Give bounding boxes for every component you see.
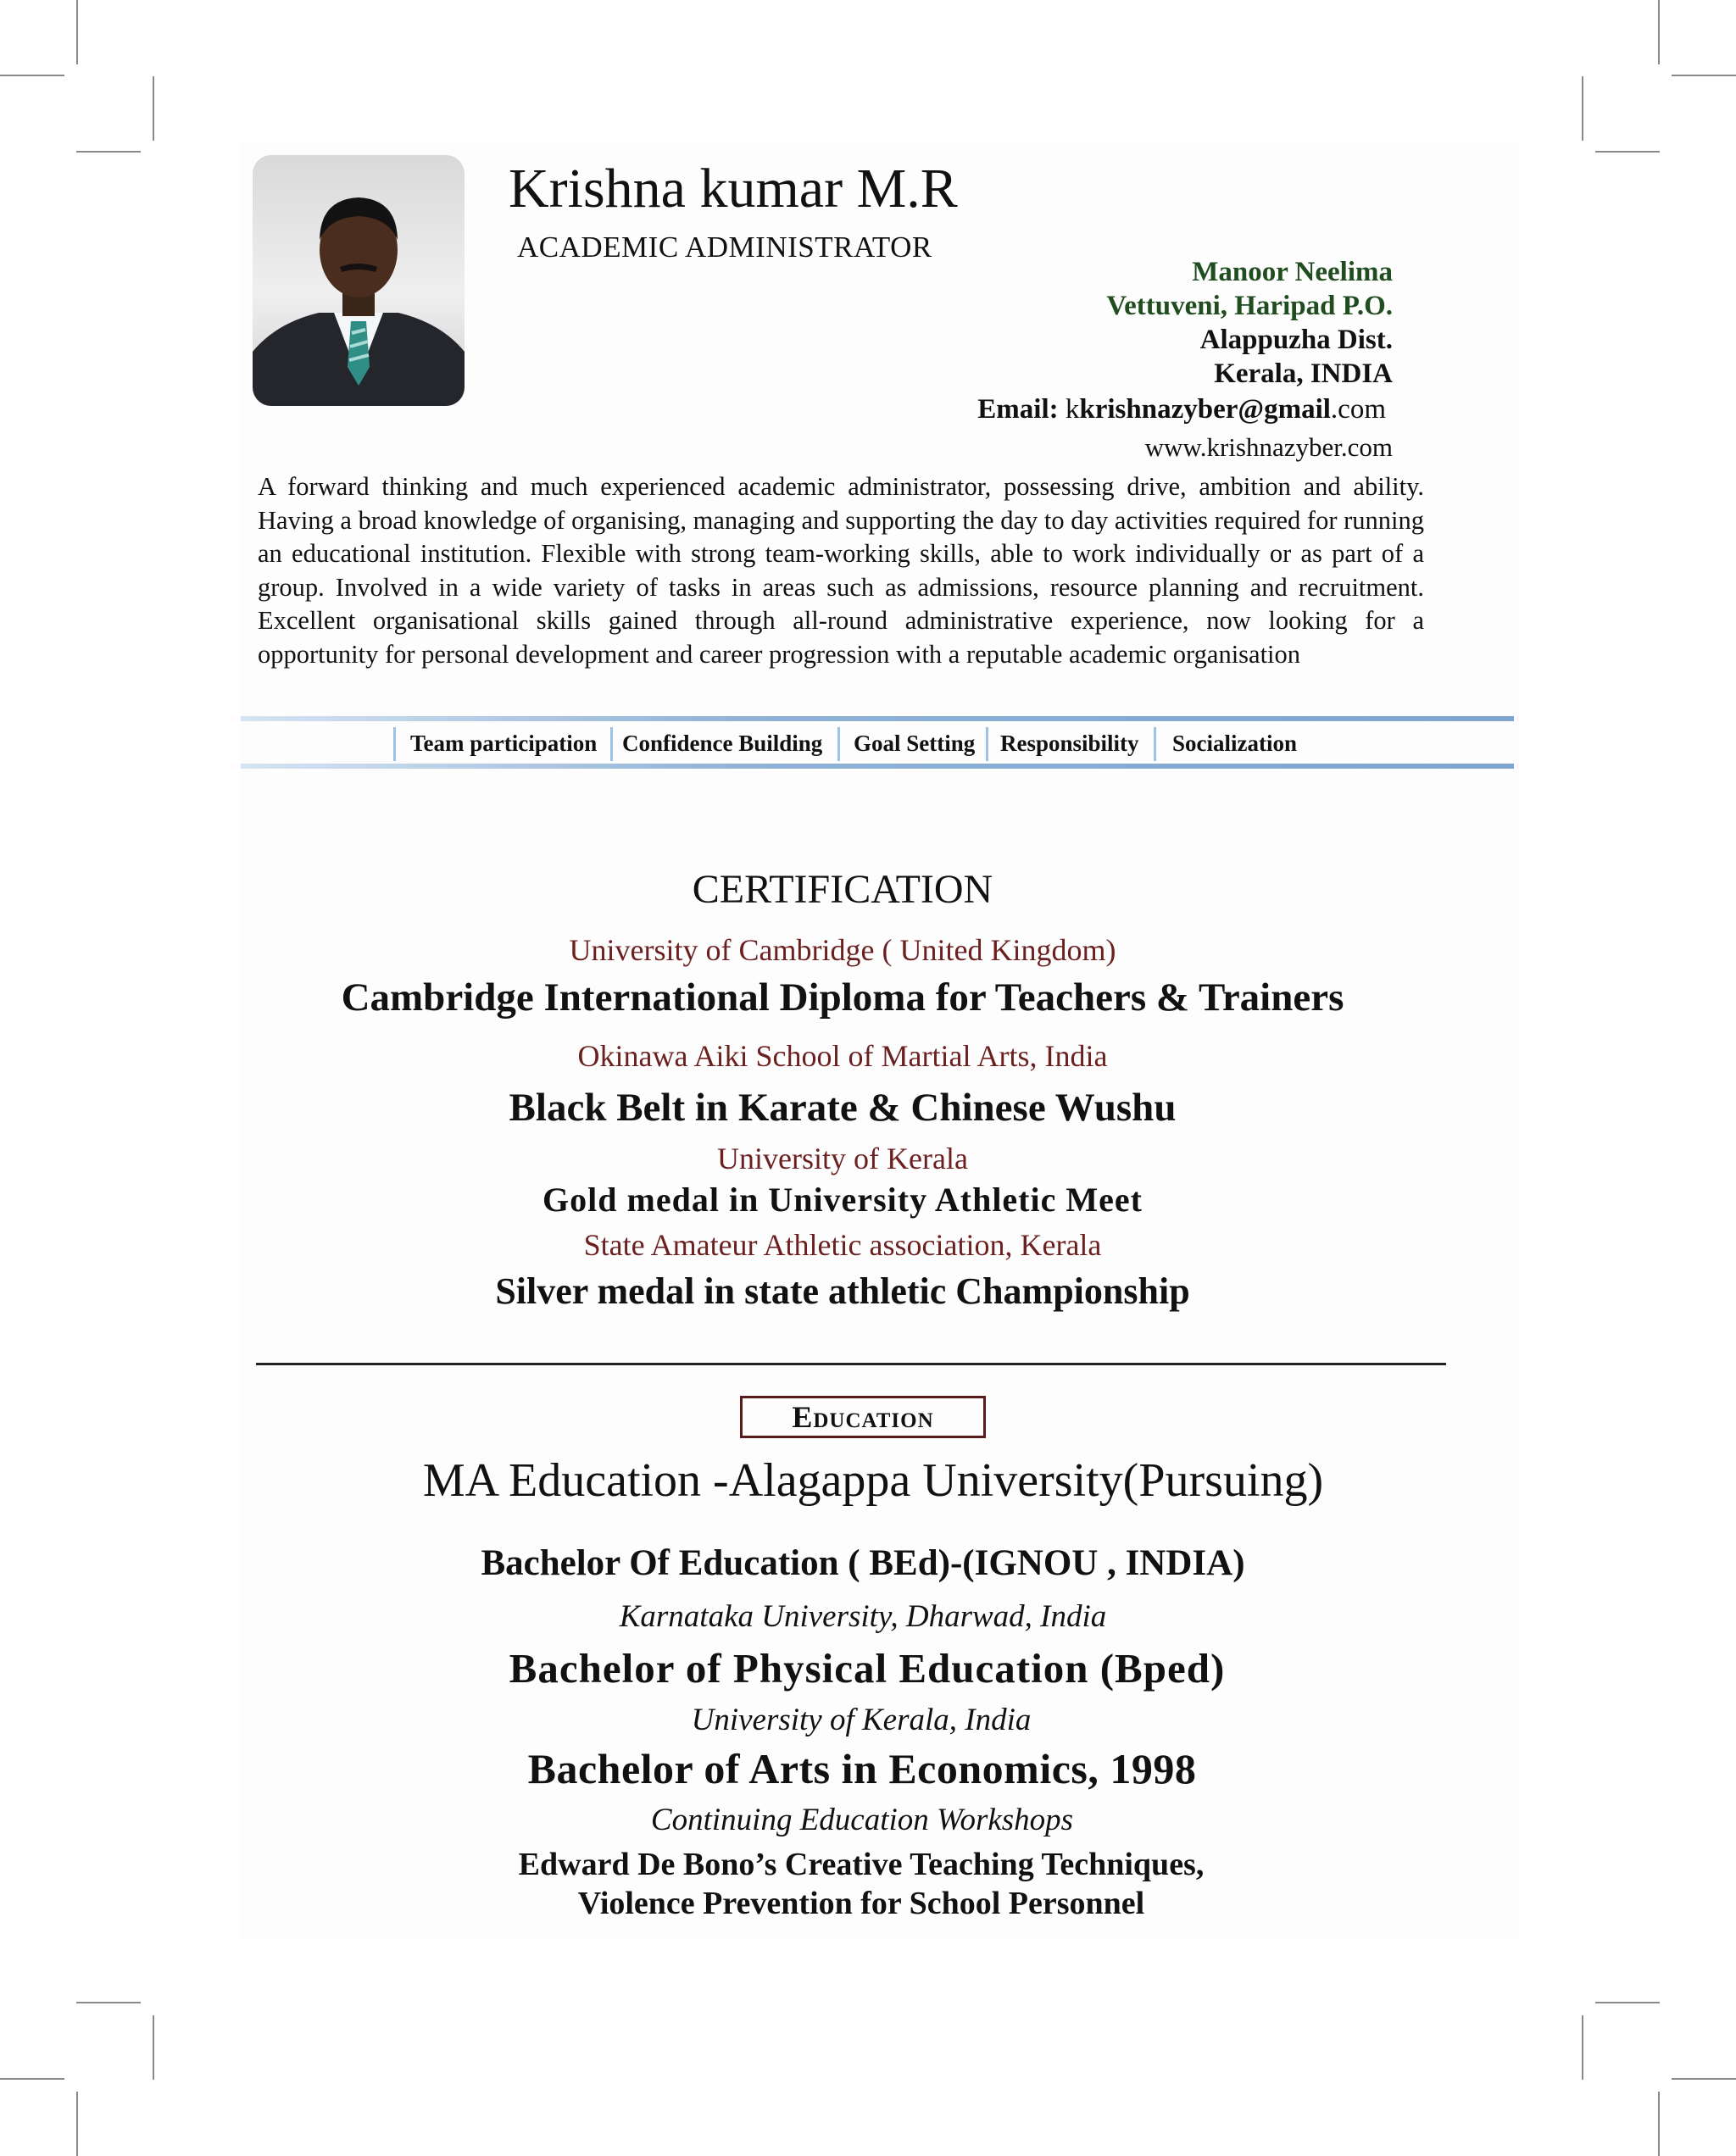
job-title: ACADEMIC ADMINISTRATOR [517,231,932,264]
cert-title: Black Belt in Karate & Chinese Wushu [509,1086,1177,1130]
crop-mark [1658,2092,1660,2156]
skill-divider [610,727,613,761]
edu-workshop: Violence Prevention for School Personnel [577,1886,1145,1921]
crop-mark [1582,76,1583,141]
skill-divider [393,727,396,761]
edu-bped: Bachelor of Physical Education (Bped) [509,1645,1226,1692]
skills-top-rule [241,716,1514,721]
skill-divider [837,727,840,761]
edu-institution: University of Kerala, India [691,1703,1032,1737]
edu-ba: Bachelor of Arts in Economics, 1998 [527,1745,1197,1792]
cert-title: Cambridge International Diploma for Teachers & Trainers [341,975,1344,1020]
section-divider [256,1363,1446,1365]
crop-mark [76,2002,141,2003]
cert-title: Silver medal in state athletic Championship [495,1270,1190,1312]
edu-institution: Karnataka University, Dharwad, India [619,1599,1107,1634]
skill-divider [1154,727,1156,761]
profile-photo [253,155,465,406]
profile-summary: A forward thinking and much experienced academic administrator, possessing drive, ambition and ability. Having a broad knowledge of organising, managing and supporting the day to day activities required for running an educational institution. Flexible with strong team-working skills, able to work individually or as part of a group. Involved in a wide variety of tasks in areas such as admissions, resource planning and recruitment. Excellent organisational skills gained through all-round administrative experience, now looking for a opportunity for personal development and career progression with a reputable academic organisation [258,472,1424,669]
skill-item: Socialization [1172,731,1297,756]
candidate-name: Krishna kumar M.R [509,158,958,219]
person-icon [253,155,465,406]
crop-mark [153,2015,154,2080]
email-first-letter: k [1065,394,1080,425]
address-line: Manoor Neelima [1192,257,1393,287]
crop-mark [1582,2015,1583,2080]
skill-item: Goal Setting [854,731,976,756]
address-line: Alappuzha Dist. [1199,325,1393,355]
crop-mark [76,151,141,153]
address-line: Vettuveni, Haripad P.O. [1106,291,1393,321]
skill-divider [986,727,988,761]
crop-mark [76,0,78,64]
skill-item: Responsibility [1000,731,1139,756]
crop-mark [1595,151,1660,153]
cert-title: Gold medal in University Athletic Meet [542,1181,1143,1219]
crop-mark [1658,0,1660,64]
website-link[interactable]: www.krishnazyber.com [1144,432,1393,462]
email-suffix: .com [1330,394,1386,425]
cert-institution: University of Cambridge ( United Kingdom) [569,933,1116,967]
education-heading-box [740,1396,986,1438]
edu-bed: Bachelor Of Education ( BEd)-(IGNOU , INDIA) [481,1543,1245,1583]
crop-mark [0,75,64,76]
crop-mark [1672,2078,1736,2080]
email-line [977,394,1386,425]
crop-mark [76,2092,78,2156]
certification-heading: CERTIFICATION [692,867,993,912]
skill-item: Confidence Building [622,731,823,756]
crop-mark [153,76,154,141]
address-line: Kerala, INDIA [1214,358,1393,389]
skills-bottom-rule [241,764,1514,769]
crop-mark [1595,2002,1660,2003]
education-heading: Education [792,1400,934,1434]
cert-institution: Okinawa Aiki School of Martial Arts, India [577,1039,1108,1073]
cert-institution: University of Kerala [717,1142,968,1175]
skill-item: Team participation [410,731,598,756]
edu-ma: MA Education -Alagappa University(Pursuing) [422,1454,1324,1507]
cert-institution: State Amateur Athletic association, Kerala [583,1228,1102,1262]
edu-workshops-label: Continuing Education Workshops [650,1803,1074,1837]
edu-workshop: Edward De Bono’s Creative Teaching Techniques, [518,1847,1205,1882]
email-address[interactable]: krishnazyber@gmail [1079,394,1331,425]
crop-mark [1672,75,1736,76]
crop-mark [0,2078,64,2080]
email-label: Email: [977,394,1059,425]
